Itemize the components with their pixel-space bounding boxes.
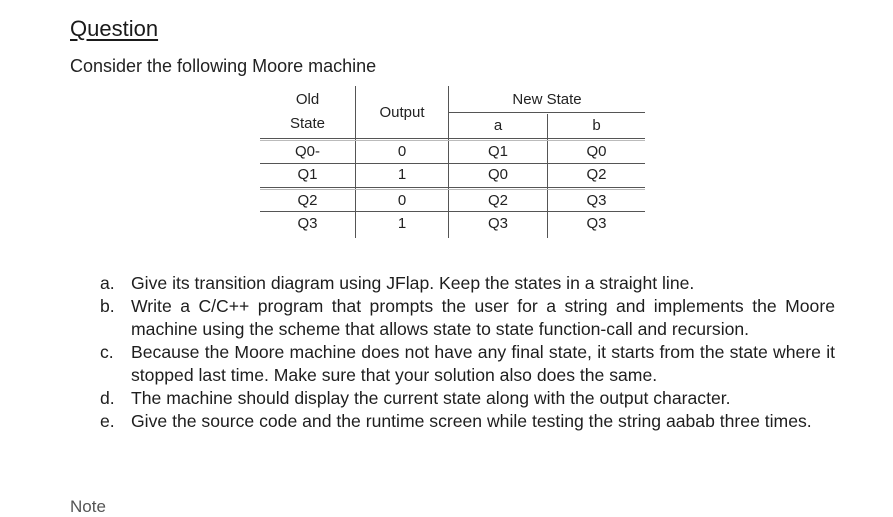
- item-text: Give the source code and the runtime screen while testing the string aabab three times.: [131, 411, 812, 431]
- item-text: The machine should display the current state along with the output character.: [131, 388, 731, 408]
- item-text: Because the Moore machine does not have any final state, it starts from the state where it stopped last time. Make sure that your solution also does the same.: [131, 342, 835, 385]
- table-divider: [449, 112, 645, 113]
- table-divider: [355, 86, 356, 238]
- table-divider: [260, 211, 645, 212]
- row-next-a: Q1: [487, 143, 508, 160]
- item-marker: d.: [100, 388, 115, 408]
- list-item: [100, 295, 835, 341]
- item-marker: a.: [100, 273, 115, 293]
- row-next-a: Q0: [487, 166, 508, 183]
- row-output: 0: [397, 192, 407, 209]
- row-output: 0: [397, 143, 407, 160]
- header-output: Output: [379, 104, 425, 121]
- table-divider: [547, 114, 548, 238]
- table-divider: [448, 86, 449, 238]
- list-item: [100, 410, 835, 433]
- list-item: [100, 341, 835, 387]
- header-old-state-line1: Old: [295, 91, 320, 108]
- row-next-a: Q2: [487, 192, 508, 209]
- cutoff-text: [70, 497, 120, 516]
- cutoff-text-label: Note: [70, 497, 106, 516]
- item-text: Give its transition diagram using JFlap. Keep the states in a straight line.: [131, 273, 695, 293]
- table-divider: [260, 140, 645, 141]
- header-new-state: New State: [512, 91, 582, 108]
- intro-text: Consider the following Moore machine: [70, 56, 377, 76]
- row-state: Q1: [297, 166, 318, 183]
- item-marker: b.: [100, 296, 115, 316]
- list-item: [100, 272, 835, 295]
- task-list: [100, 272, 835, 433]
- row-next-b: Q0: [586, 143, 607, 160]
- question-heading: Question: [70, 16, 159, 41]
- item-text: Write a C/C++ program that prompts the user for a string and implements the Moore machine using the scheme that allows state to state function-call and recursion.: [131, 296, 835, 339]
- item-marker: e.: [100, 411, 115, 431]
- row-next-b: Q3: [586, 215, 607, 232]
- table-divider: [260, 189, 645, 190]
- row-state: Q3: [297, 215, 318, 232]
- row-state: Q0-: [294, 143, 320, 160]
- item-marker: c.: [100, 342, 114, 362]
- row-output: 1: [397, 215, 407, 232]
- header-input-a: a: [493, 117, 503, 134]
- row-next-b: Q2: [586, 166, 607, 183]
- row-output: 1: [397, 166, 407, 183]
- row-state: Q2: [297, 192, 318, 209]
- table-divider: [260, 187, 645, 188]
- moore-machine-table: [260, 86, 650, 238]
- header-input-b: b: [592, 117, 601, 134]
- header-old-state-line2: State: [289, 115, 326, 132]
- table-divider: [260, 138, 645, 139]
- list-item: [100, 387, 835, 410]
- row-next-a: Q3: [487, 215, 508, 232]
- row-next-b: Q3: [586, 192, 607, 209]
- table-divider: [260, 163, 645, 164]
